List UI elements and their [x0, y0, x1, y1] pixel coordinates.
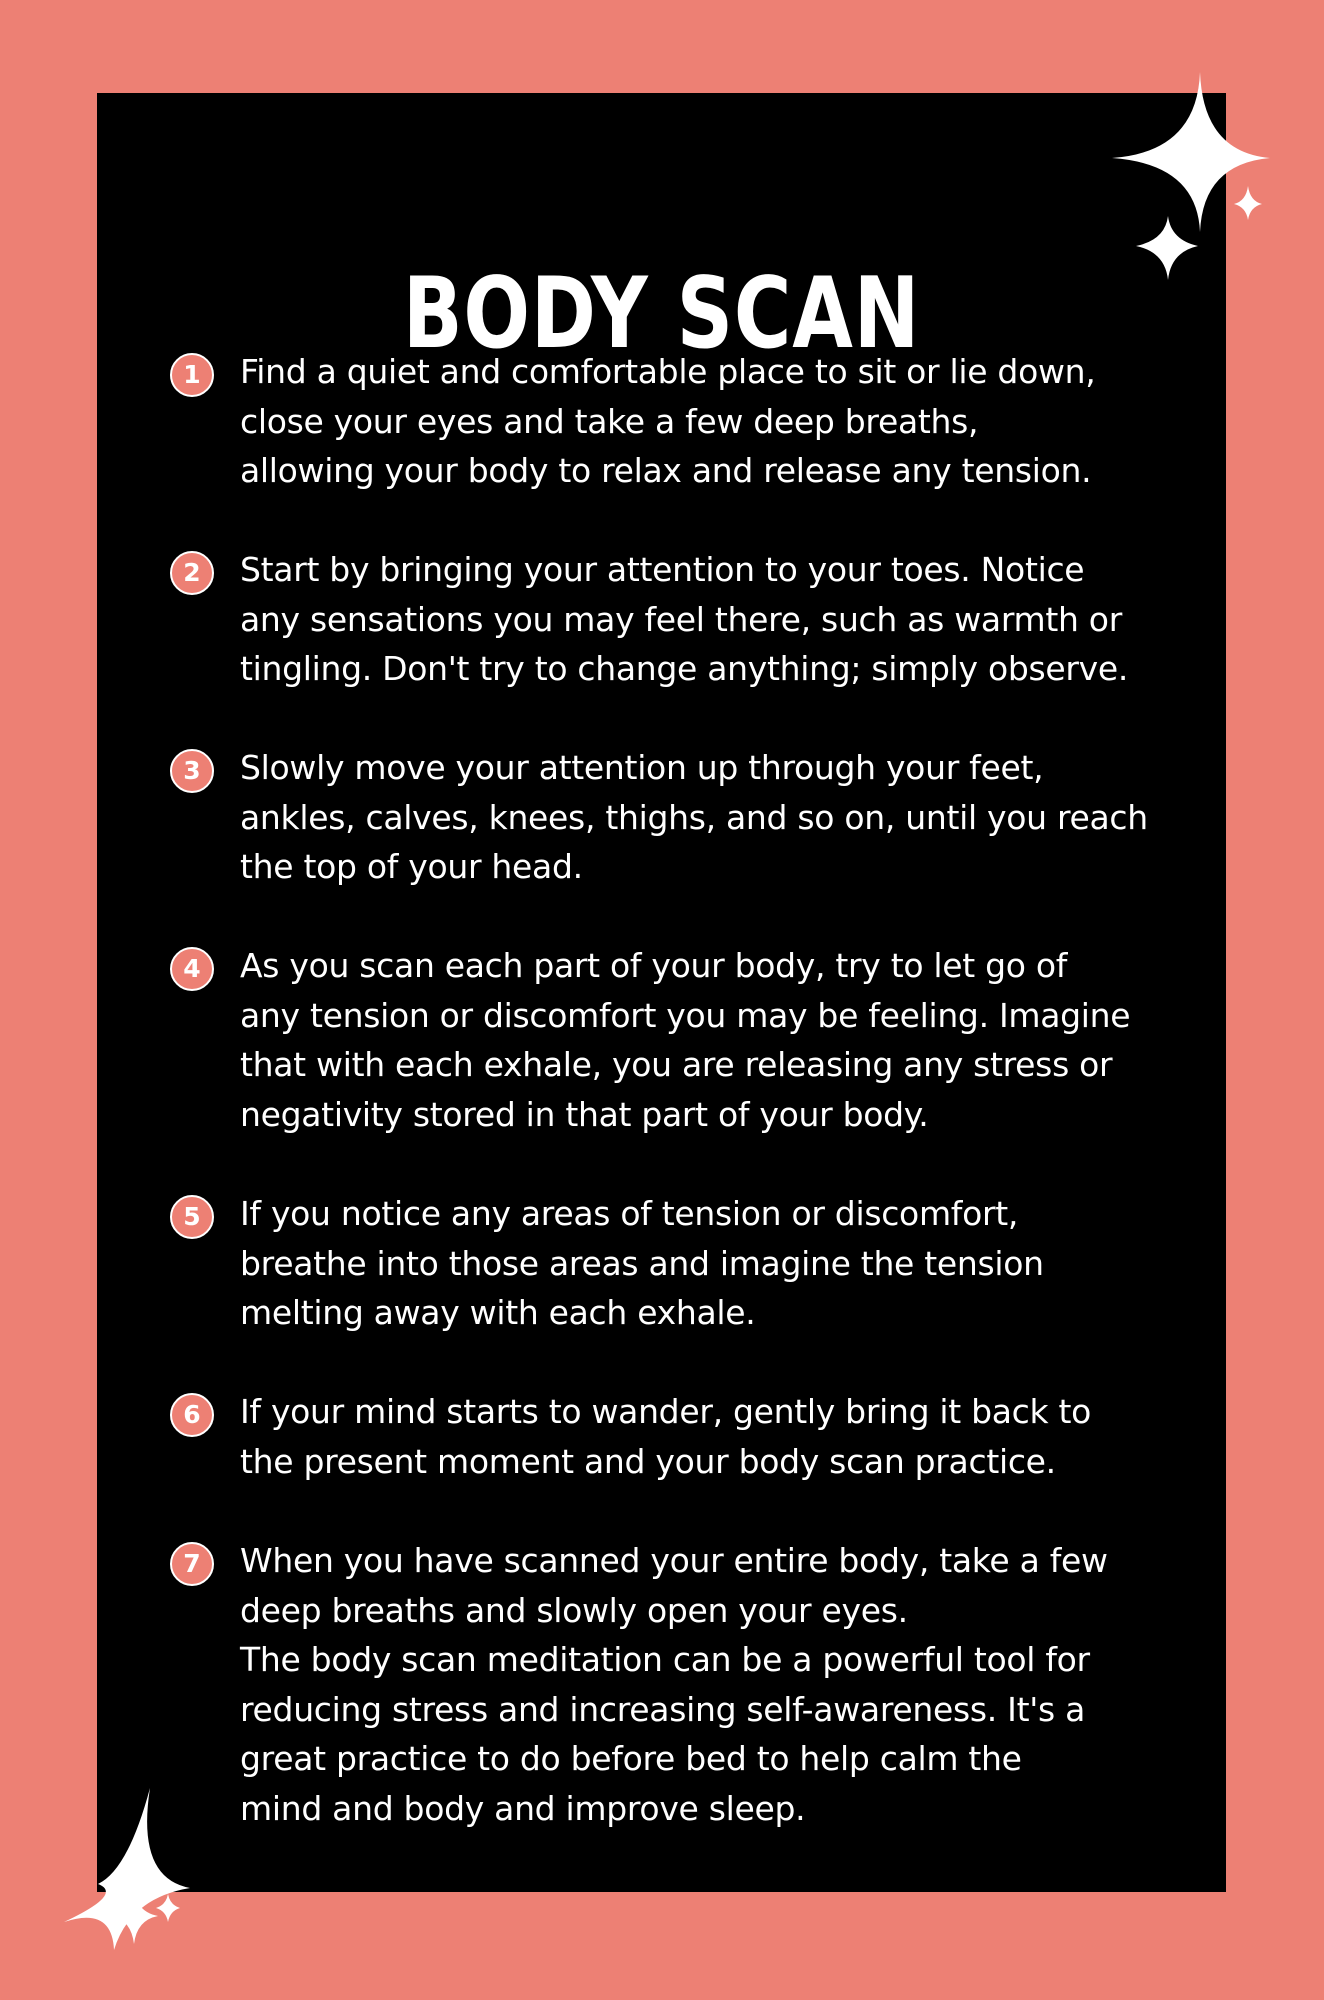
step-number-badge: 6	[170, 1393, 214, 1437]
body-scan-card	[97, 93, 1226, 1892]
sparkle-icon	[112, 1890, 158, 1944]
step-number-badge: 4	[170, 947, 214, 991]
step-text: If you notice any areas of tension or discomfort, breathe into those areas and imagine the tension melting away with each exhale.	[240, 1194, 1044, 1332]
step-number-badge: 3	[170, 749, 214, 793]
step-text: Find a quiet and comfortable place to sit or lie down, close your eyes and take a few deep breaths, allowing your body to relax and release any tension.	[240, 352, 1096, 490]
step-number-badge: 1	[170, 353, 214, 397]
page-title: BODY SCAN	[402, 257, 921, 371]
step-text: Start by bringing your attention to your toes. Notice any sensations you may feel there, such as warmth or tingling. Don't try to change anything; simply observe.	[240, 550, 1129, 688]
sparkle-icon	[1234, 186, 1262, 220]
sparkle-icon	[156, 1894, 180, 1922]
step-text: Slowly move your attention up through your feet, ankles, calves, knees, thighs, and so on, until you reach the top of your head.	[240, 748, 1148, 886]
step-number-badge: 7	[170, 1542, 214, 1586]
step-text: As you scan each part of your body, try to let go of any tension or discomfort you may be feeling. Imagine that with each exhale, you are releasing any stress or negativity stored in that part of your body.	[240, 946, 1131, 1134]
step-text: If your mind starts to wander, gently bring it back to the present moment and your body scan practice.	[240, 1392, 1092, 1481]
step-text: When you have scanned your entire body, take a few deep breaths and slowly open your eyes. The body scan meditation can be a powerful tool for reducing stress and increasing self-awareness. It's a great practice to do before bed to help calm the mind and body and improve sleep.	[240, 1541, 1108, 1828]
step-number-badge: 2	[170, 551, 214, 595]
steps-list	[97, 93, 1226, 1892]
step-number-badge: 5	[170, 1195, 214, 1239]
